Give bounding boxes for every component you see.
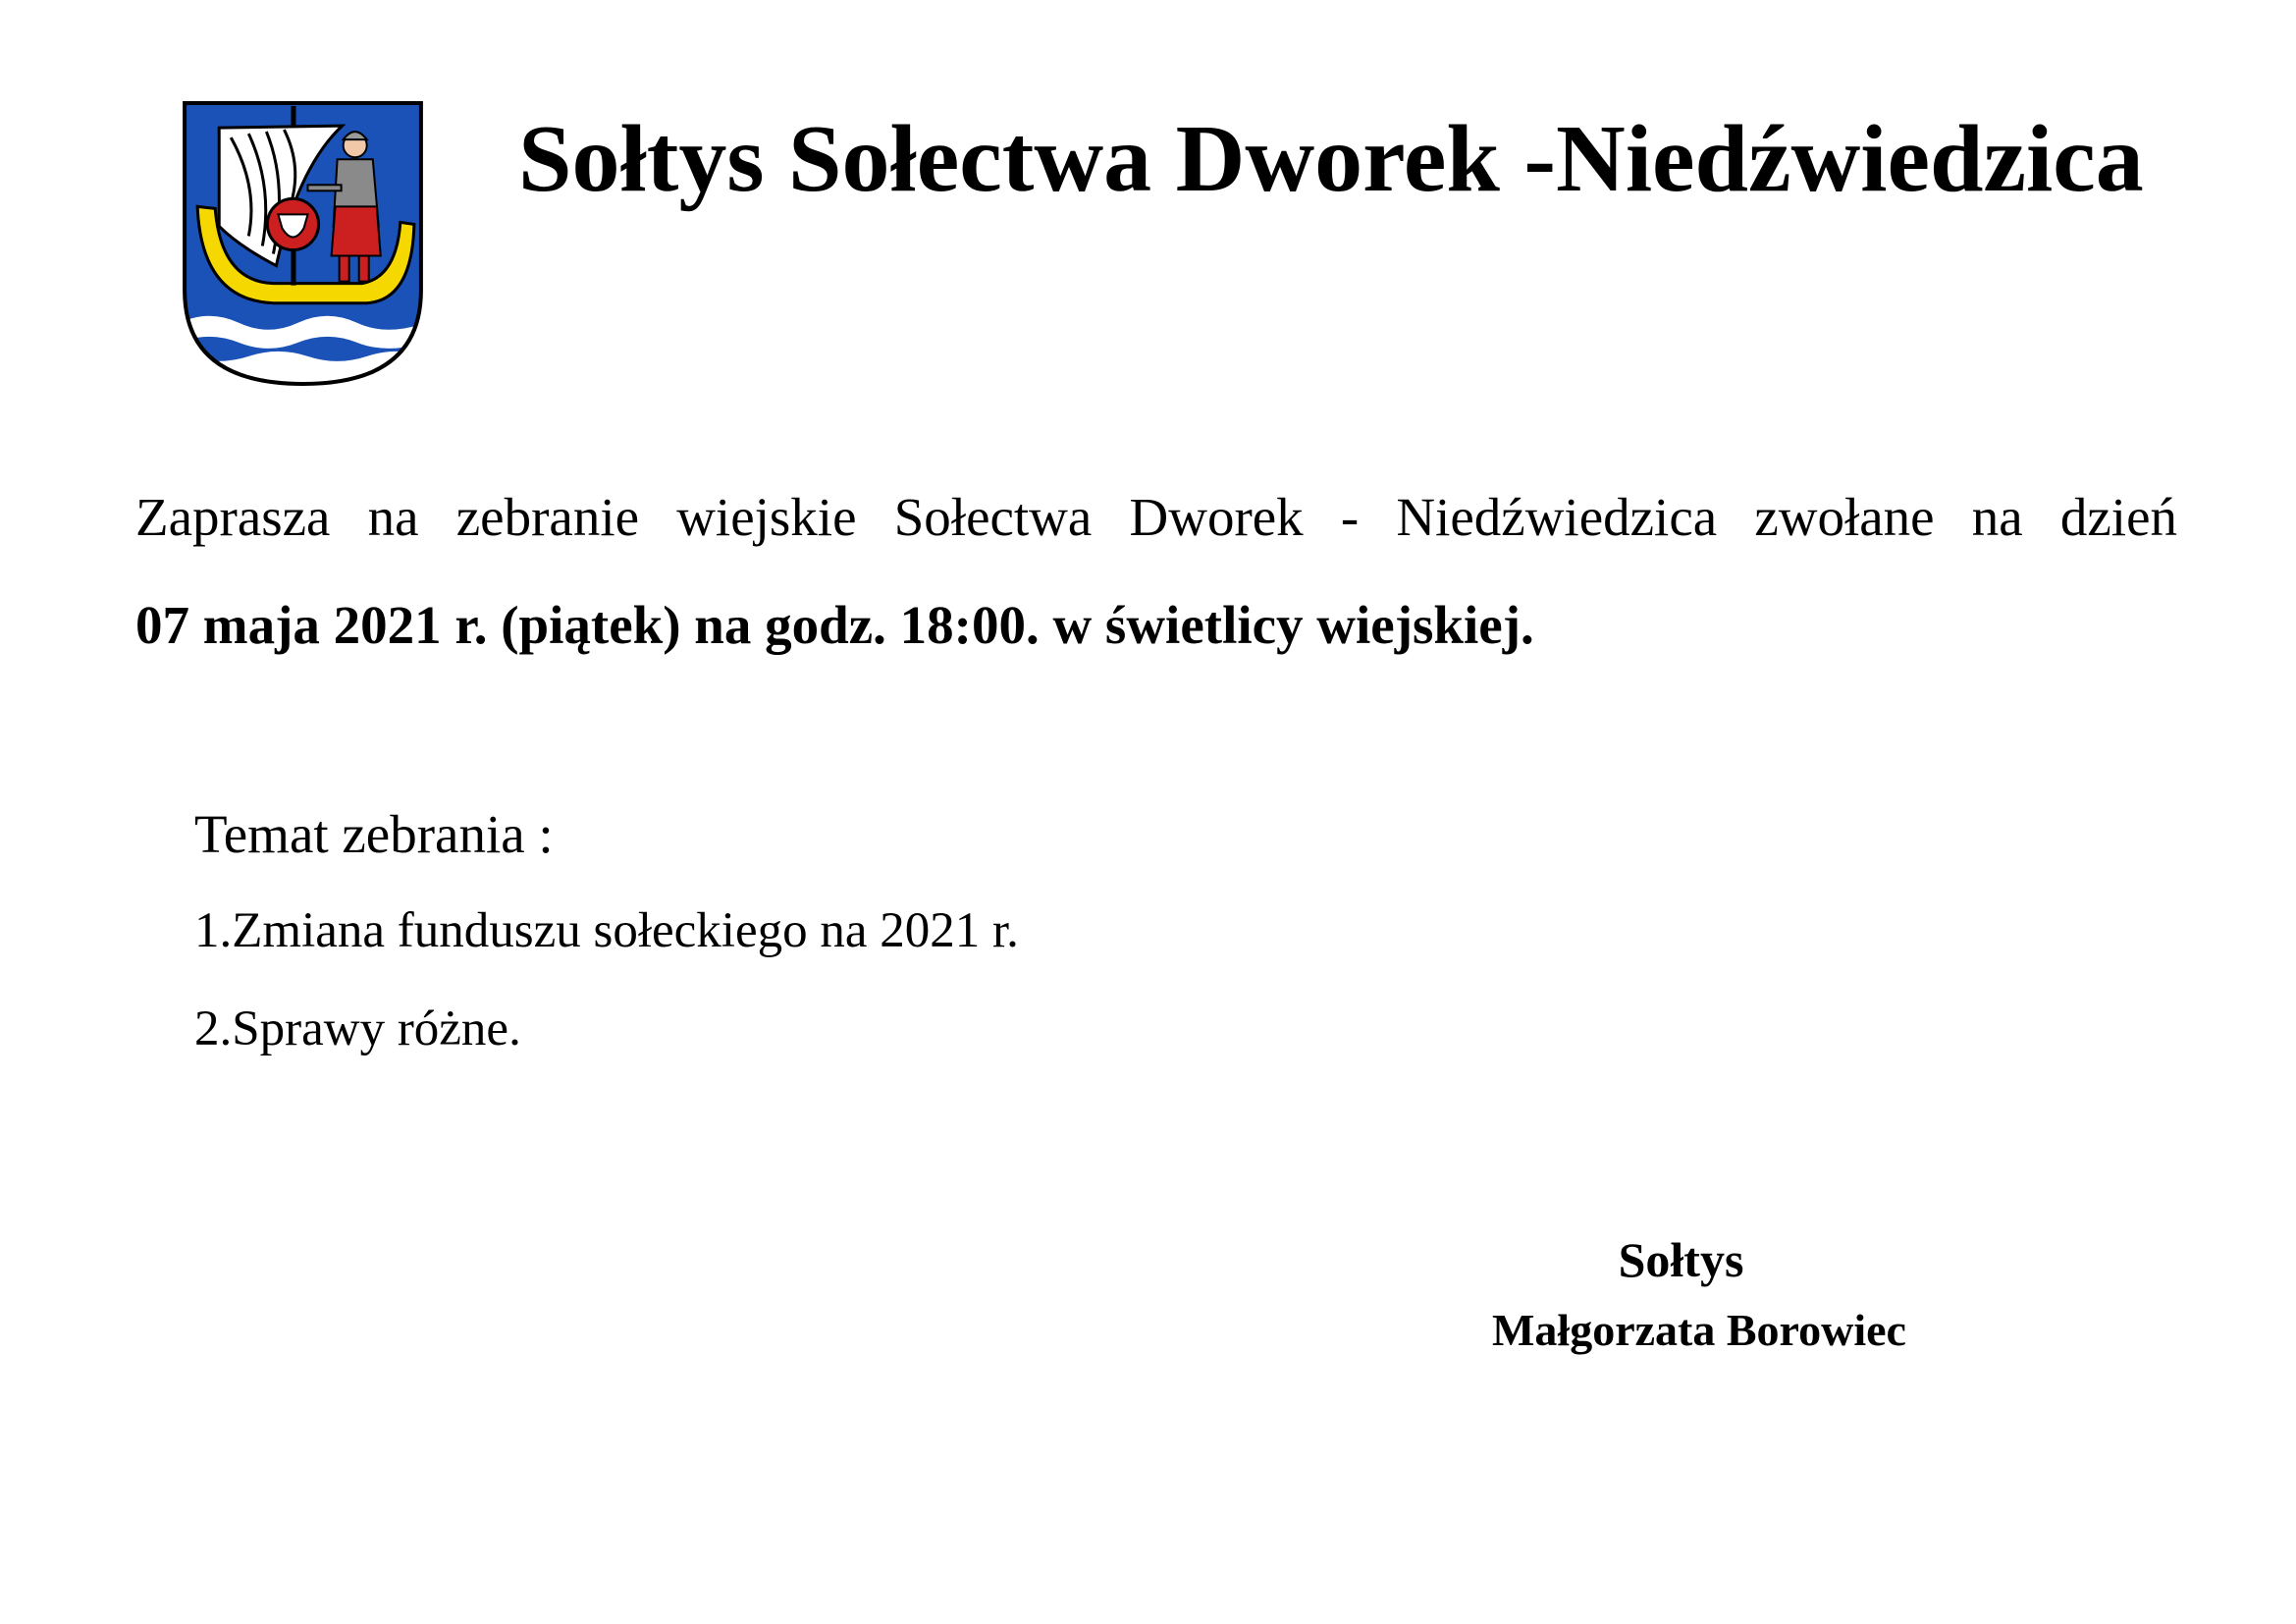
signature-role: Sołtys [1618, 1232, 1744, 1287]
coat-of-arms-icon [180, 98, 426, 389]
signature-name: Małgorzata Borowiec [1492, 1305, 1906, 1355]
agenda-heading: Temat zebrania : [194, 804, 554, 864]
meeting-date-place: 07 maja 2021 r. (piątek) na godz. 18:00. w świetlicy wiejskiej. [135, 595, 1534, 655]
agenda-item: 2.Sprawy różne. [194, 1001, 521, 1056]
page-title: Sołtys Sołectwa Dworek -Niedźwiedzica [518, 106, 2144, 212]
agenda-list [194, 898, 1019, 1095]
signature-block [1433, 1227, 1953, 1363]
invitation-text: Zaprasza na zebranie wiejskie Sołectwa Dworek - Niedźwiedzica zwołane na dzień [135, 487, 2177, 547]
agenda-item: 1.Zmiana funduszu sołeckiego na 2021 r. [194, 903, 1019, 958]
